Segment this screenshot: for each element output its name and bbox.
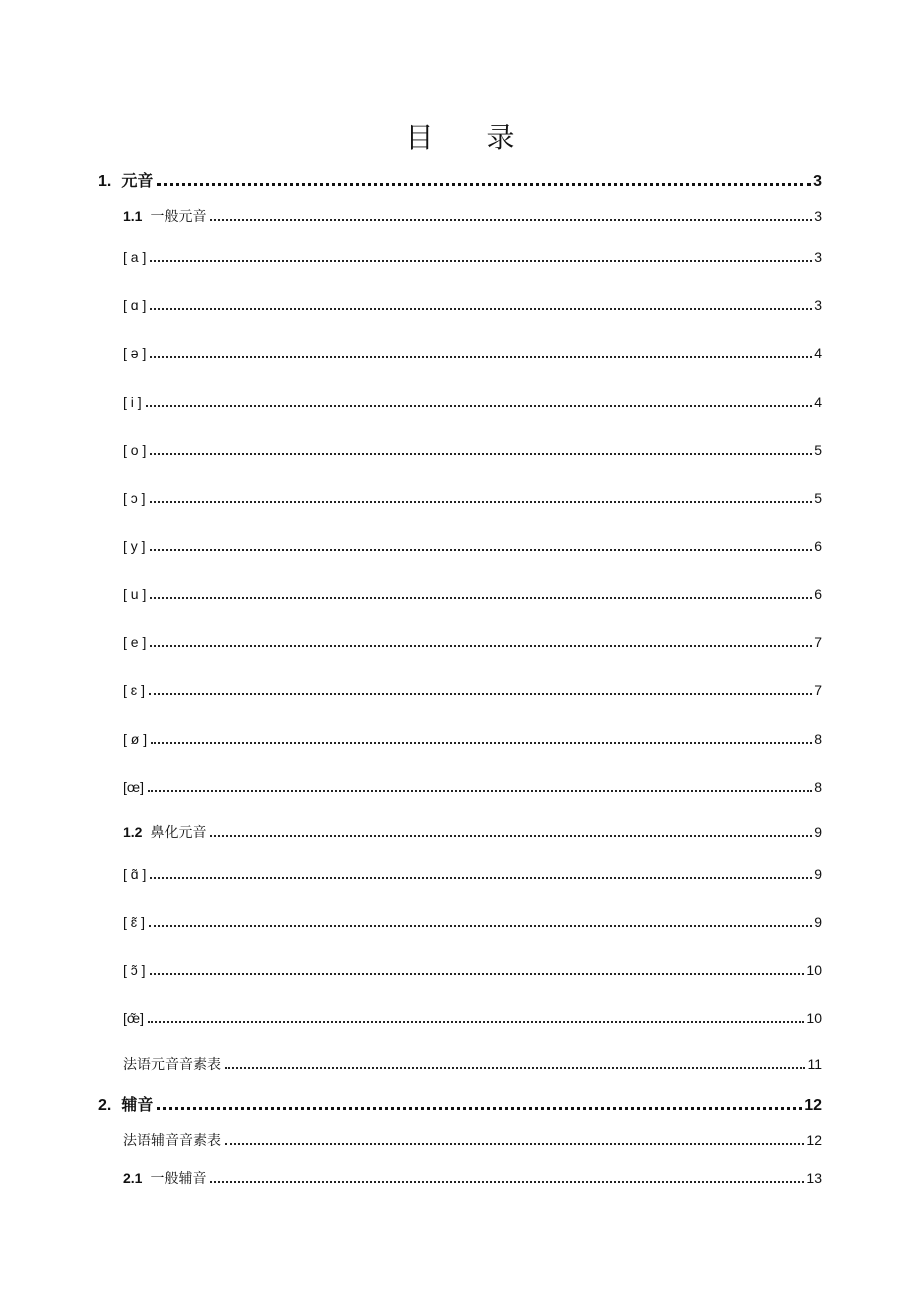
toc-entry[interactable] xyxy=(123,394,822,411)
dot-leader xyxy=(151,742,812,744)
toc-entry-label: [ ɑ ] xyxy=(123,297,147,313)
toc-entry-page: 3 xyxy=(814,249,822,265)
toc-entry-page: 10 xyxy=(806,1010,822,1026)
toc-entry-number: 2.1 xyxy=(123,1170,143,1186)
toc-entry-page: 8 xyxy=(814,779,822,795)
toc-entry[interactable] xyxy=(123,731,822,748)
dot-leader xyxy=(210,835,812,837)
toc-entry-label: [ ɔ̃ ] xyxy=(123,962,146,978)
toc-entry-page: 7 xyxy=(814,682,822,698)
dot-leader xyxy=(150,260,812,262)
toc-entry-label: [ ɛ ] xyxy=(123,682,145,698)
toc-entry-page: 6 xyxy=(814,538,822,554)
toc-entry-label: [ o ] xyxy=(123,442,147,458)
toc-entry[interactable] xyxy=(123,538,822,555)
toc-entry[interactable] xyxy=(123,914,822,931)
toc-entry[interactable] xyxy=(123,345,822,362)
toc-entry[interactable] xyxy=(123,962,822,979)
dot-leader xyxy=(225,1143,804,1145)
dot-leader xyxy=(150,549,813,551)
toc-entry-label: 一般辅音 xyxy=(150,1171,207,1187)
toc-entry[interactable] xyxy=(123,1168,822,1188)
toc-entry[interactable] xyxy=(98,168,822,191)
toc-entry[interactable] xyxy=(123,297,822,314)
toc-entry-label: [ i ] xyxy=(123,394,142,410)
toc-entry-page: 9 xyxy=(814,914,822,930)
toc-entry-page: 8 xyxy=(814,731,822,747)
toc-entry[interactable] xyxy=(123,682,822,699)
dot-leader xyxy=(150,597,812,599)
toc-entry-label: [ y ] xyxy=(123,538,146,554)
dot-leader xyxy=(210,219,812,221)
toc-entry-page: 13 xyxy=(806,1170,822,1186)
toc-entry[interactable] xyxy=(123,1010,822,1027)
dot-leader xyxy=(148,1021,804,1023)
dot-leader xyxy=(157,1107,802,1110)
toc-entry-page: 5 xyxy=(814,490,822,506)
dot-leader xyxy=(150,645,812,647)
toc-entry[interactable] xyxy=(123,1130,822,1150)
toc-entry-label: [œ] xyxy=(123,779,144,795)
dot-leader xyxy=(148,790,812,792)
toc-entry-number: 1.1 xyxy=(123,208,143,224)
dot-leader xyxy=(150,877,812,879)
toc-entry-label: [ ə ] xyxy=(123,345,147,361)
toc-entry-label: [ u ] xyxy=(123,586,147,602)
toc-entry-label: [ ø ] xyxy=(123,731,148,747)
toc-entry-page: 10 xyxy=(806,962,822,978)
dot-leader xyxy=(157,183,811,186)
toc-entry[interactable] xyxy=(123,206,822,226)
toc-entry-page: 9 xyxy=(814,824,822,840)
dot-leader xyxy=(210,1181,804,1183)
toc-entry-label: [ ɛ̃ ] xyxy=(123,914,145,930)
dot-leader xyxy=(150,356,812,358)
toc-entry-label: [œ̃] xyxy=(123,1010,144,1026)
toc-entry[interactable] xyxy=(123,586,822,603)
toc-entry-page: 3 xyxy=(814,208,822,224)
toc-entry-number: 1.2 xyxy=(123,824,143,840)
toc-entry-label: 辅音 xyxy=(121,1095,154,1114)
toc-entry-page: 7 xyxy=(814,634,822,650)
toc-entry[interactable] xyxy=(123,822,822,842)
dot-leader xyxy=(146,405,813,407)
toc-entry-page: 12 xyxy=(806,1132,822,1148)
toc-entry[interactable] xyxy=(98,1092,822,1115)
toc-entry[interactable] xyxy=(123,442,822,459)
toc-entry[interactable] xyxy=(123,779,822,796)
toc-entry-page: 6 xyxy=(814,586,822,602)
toc-entry-label: [ e ] xyxy=(123,634,147,650)
toc-entry-label: [ ɑ̃ ] xyxy=(123,866,147,882)
toc-entry-page: 11 xyxy=(807,1056,822,1072)
toc-entry-label: 法语辅音音素表 xyxy=(123,1133,221,1149)
dot-leader xyxy=(149,693,812,695)
toc-entry-page: 9 xyxy=(814,866,822,882)
dot-leader xyxy=(150,501,813,503)
toc-entry-label: 法语元音音素表 xyxy=(123,1057,221,1073)
toc-entry-label: 一般元音 xyxy=(150,209,207,225)
toc-entry[interactable] xyxy=(123,866,822,883)
dot-leader xyxy=(225,1067,805,1069)
dot-leader xyxy=(149,925,812,927)
toc-entry-number: 1. xyxy=(98,173,112,190)
page-title: 目 录 xyxy=(405,121,537,154)
toc-entry-label: 鼻化元音 xyxy=(150,825,207,841)
toc-entry-page: 5 xyxy=(814,442,822,458)
toc-entry-page: 3 xyxy=(814,297,822,313)
toc-entry-page: 4 xyxy=(814,394,822,410)
toc-entry-number: 2. xyxy=(98,1097,112,1114)
dot-leader xyxy=(150,453,812,455)
toc-entry-label: 元音 xyxy=(121,171,154,190)
toc-entry[interactable] xyxy=(123,1054,822,1074)
toc-entry-label: [ ɔ ] xyxy=(123,490,146,506)
toc-entry[interactable] xyxy=(123,490,822,507)
toc-entry-page: 12 xyxy=(804,1097,822,1114)
toc-entry-label: [ a ] xyxy=(123,249,147,265)
toc-entry-page: 3 xyxy=(813,173,822,190)
toc-entry[interactable] xyxy=(123,634,822,651)
toc-entry[interactable] xyxy=(123,249,822,266)
toc-entry-page: 4 xyxy=(814,345,822,361)
dot-leader xyxy=(150,308,812,310)
dot-leader xyxy=(150,973,805,975)
